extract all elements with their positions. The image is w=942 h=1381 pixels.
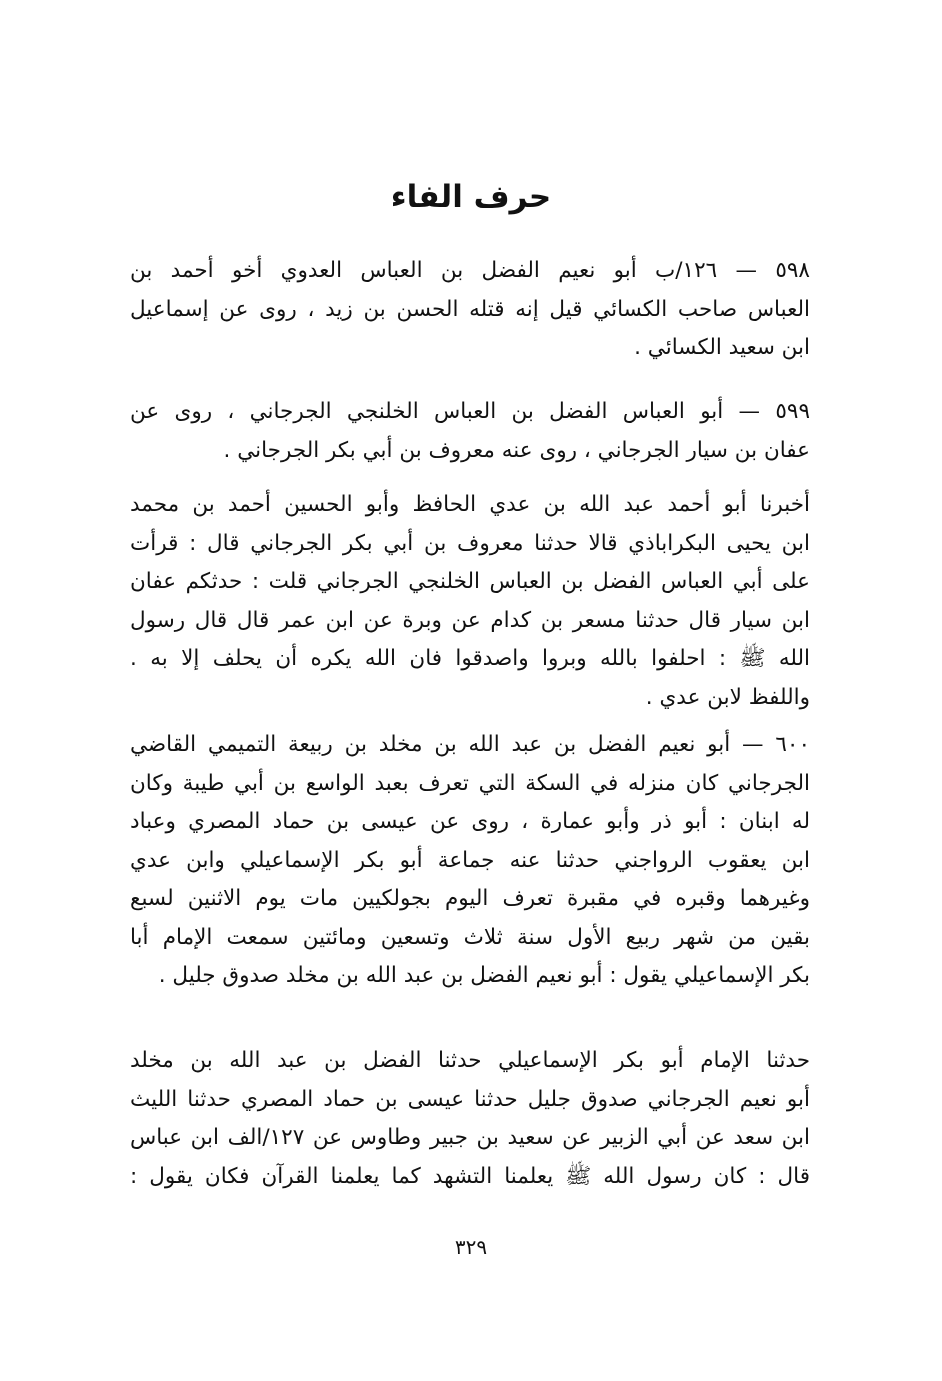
text-line: قال : كان رسول الله ﷺ يعلمنا التشهد كما يعلمنا القرآن فكان يقول : [130,1163,810,1189]
text-line: بكر الإسماعيلي يقول : أبو نعيم الفضل بن عبد الله بن مخلد صدوق جليل . [158,963,810,988]
narration-paragraph [130,486,810,717]
narration-paragraph-2 [130,1042,810,1196]
text-line: أبو نعيم الجرجاني صدوق جليل حدثنا عيسى بن حماد المصري حدثنا الليث [130,1086,810,1112]
text-line: أخبرنا أبو أحمد عبد الله بن عدي الحافظ وأبو الحسين أحمد بن محمد [130,492,810,517]
text-line: ابن يحيى البكراباذي قالا حدثنا معروف بن أبي بكر الجرجاني قال : قرأت [130,530,810,556]
entry-598-paragraph [130,252,810,368]
text-line: على أبي العباس الفضل بن العباس الخلنجي الجرجاني قلت : حدثكم عفان [130,569,810,594]
text-line: الجرجاني كان منزله في السكة التي تعرف بعبد الواسع بن أبي طيبة وكان [130,770,810,796]
text-line: الله ﷺ : احلفوا بالله وبروا واصدقوا فان الله يكره أن يحلف إلا به . [130,646,810,671]
entry-600-paragraph [130,726,810,996]
text-line: ٦٠٠ — أبو نعيم الفضل بن عبد الله بن مخلد بن ربيعة التميمي القاضي [130,732,810,757]
text-line: حدثنا الإمام أبو بكر الإسماعيلي حدثنا الفضل بن عبد الله بن مخلد [130,1048,810,1073]
text-line: ٥٩٩ — أبو العباس الفضل بن العباس الخلنجي الجرجاني ، روى عن [130,399,810,424]
text-line: بقين من شهر ربيع الأول سنة ثلاث وتسعين ومائتين سمعت الإمام أبا [130,924,810,950]
text-line: عفان بن سيار الجرجاني ، روى عنه معروف بن أبي بكر الجرجاني . [223,437,810,463]
text-line: ٥٩٨ — ١٢٦/ب أبو نعيم الفضل بن العباس العدوي أخو أحمد بن [130,258,810,283]
text-line: له ابنان : أبو ذر وأبو عمارة ، روى عن عيسى بن حماد المصري وعباد [130,809,810,834]
text-line: ابن سعد عن أبي الزبير عن سعيد بن جبير وطاوس عن ١٢٧/الف ابن عباس [130,1125,810,1150]
text-line: ابن يعقوب الرواجني حدثنا عنه جماعة أبو بكر الإسماعيلي وابن عدي [130,847,810,873]
text-line: واللفظ لابن عدي . [645,684,810,710]
text-line: ابن سيار قال حدثنا مسعر بن كدام عن وبرة عن ابن عمر قال قال رسول [130,607,810,633]
chapter-title: حرف الفاء [390,179,552,215]
page-number: ٣٢٩ [454,1235,488,1259]
entry-599-paragraph [130,393,810,470]
text-line: وغيرهما وقبره في مقبرة تعرف اليوم بجولكيين مات يوم الاثنين لسبع [130,886,810,911]
text-line: العباس صاحب الكسائي قيل إنه قتله الحسن بن زيد ، روى عن إسماعيل [130,296,810,322]
text-line: ابن سعيد الكسائي . [634,335,810,360]
